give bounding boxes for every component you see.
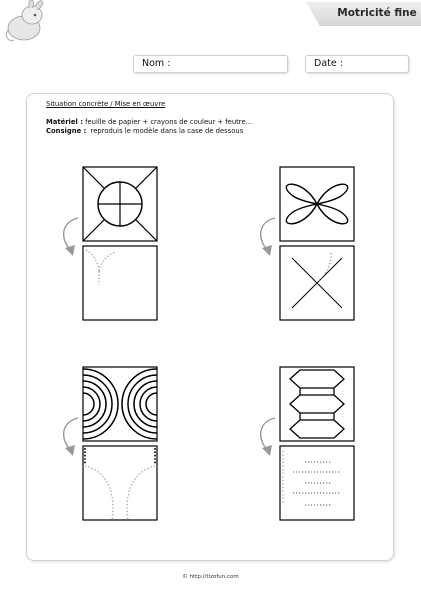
- worksheet-title: Motricité fine: [337, 7, 417, 19]
- curved-arrow-icon: [261, 218, 275, 256]
- material-line: [46, 118, 252, 126]
- trace-box-3: [83, 446, 157, 520]
- model-box-half-circles: [83, 367, 157, 441]
- name-field[interactable]: Nom :: [134, 56, 287, 72]
- footer-credit: © http://tizofun.com: [182, 574, 239, 580]
- model-box-hexagons: [280, 367, 354, 441]
- exercise-3: [50, 365, 160, 525]
- trace-box-4: [280, 446, 354, 520]
- curved-arrow-icon: [261, 418, 275, 456]
- exercise-1: [50, 165, 160, 325]
- trace-box-1: [83, 246, 157, 320]
- material-text: feuille de papier + crayons de couleur + feutre...: [85, 118, 253, 126]
- curved-arrow-icon: [64, 418, 78, 456]
- instruction-line: [46, 127, 243, 135]
- exercise-4: [247, 365, 357, 525]
- curved-arrow-icon: [64, 218, 78, 256]
- material-label: Matériel :: [46, 118, 83, 126]
- mascot-icon: [2, 0, 52, 44]
- trace-box-2: [280, 246, 354, 320]
- instruction-label: Consigne :: [46, 127, 87, 135]
- section-heading: Situation concrète / Mise en œuvre: [46, 100, 166, 108]
- exercise-2: [247, 165, 357, 325]
- date-field[interactable]: Date :: [306, 56, 408, 72]
- instruction-text: reproduis le modèle dans la case de dessous: [90, 127, 244, 135]
- model-box-flower: [280, 167, 354, 241]
- model-box-circle-cross: [83, 167, 157, 241]
